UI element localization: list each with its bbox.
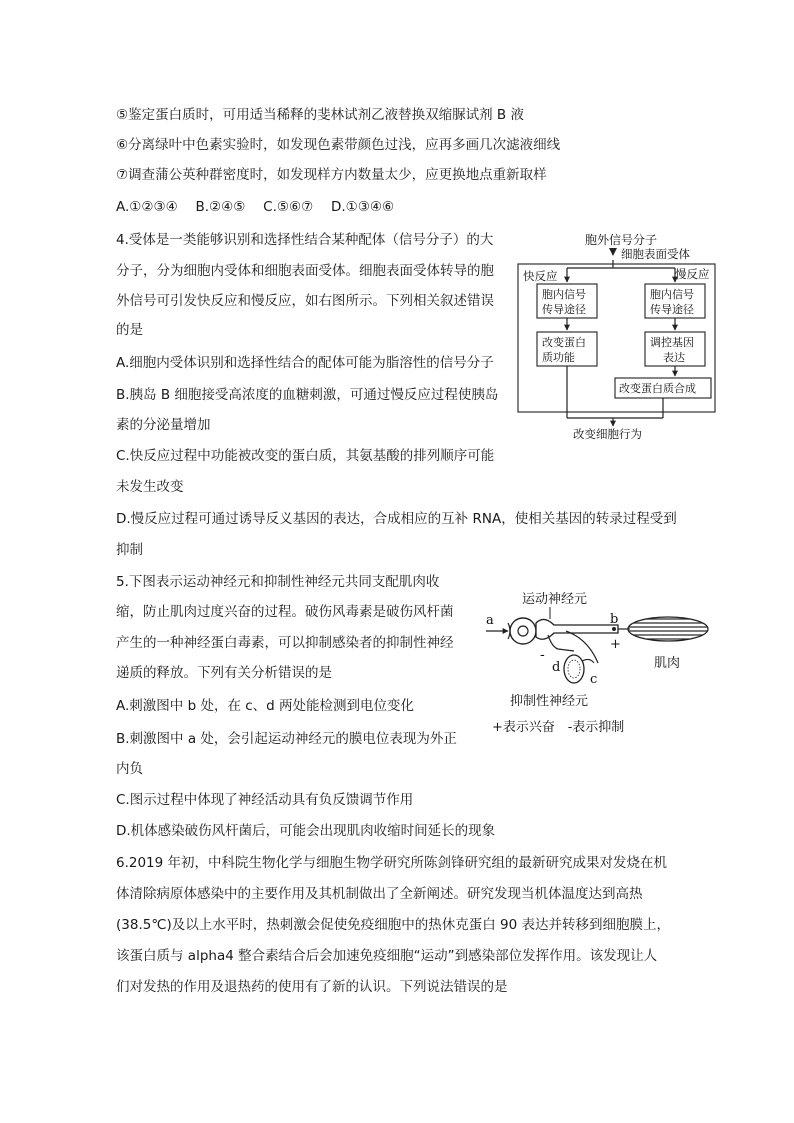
label-b: b	[610, 612, 619, 627]
q4-stem-line-4: 的是	[116, 322, 143, 338]
svg-text:改变蛋白: 改变蛋白	[542, 336, 586, 349]
cell-behavior-label: 改变细胞行为	[573, 427, 642, 441]
q6-line-3: (38.5℃)及以上水平时，热刺激会促使免疫细胞中的热休克蛋白 90 表达并转移到细胞膜上，	[116, 917, 671, 933]
q3-item-7: ⑦调查蒲公英种群密度时，如发现样方内数量太少，应更换地点重新取样	[116, 167, 547, 183]
q6-line-5: 们对发热的作用及退热药的使用有了新的认识。下列说法错误的是	[116, 979, 508, 995]
svg-text:胞内信号: 胞内信号	[650, 288, 694, 301]
svg-text:改变蛋白质合成: 改变蛋白质合成	[619, 382, 696, 395]
q6-line-1: 6.2019 年初，中科院生物化学与细胞生物学研究所陈剑锋研究组的最新研究成果对发烧在机	[116, 855, 668, 871]
svg-text:质功能: 质功能	[542, 351, 575, 364]
q4-option-a: A.细胞内受体识别和选择性结合的配体可能为脂溶性的信号分子	[116, 355, 494, 371]
q4-stem-line-1: 4.受体是一类能够识别和选择性结合某种配体（信号分子）的大	[116, 232, 494, 248]
q3-options: A.①②③④ B.②④⑤ C.⑤⑥⑦ D.①③④⑥	[116, 199, 395, 215]
q4-option-b-line-2: 素的分泌量增加	[116, 417, 211, 433]
q5-stem-line-3: 产生的一种神经蛋白毒素，可以抑制感染者的抑制性神经	[116, 635, 454, 651]
q5-stem-line-4: 递质的释放。下列有关分析错误的是	[116, 665, 332, 681]
slow-response-label: 慢反应	[675, 267, 710, 281]
q4-option-c-line-1: C.快反应过程中功能被改变的蛋白质，其氨基酸的排列顺序可能	[116, 448, 495, 464]
q4-stem-line-3: 外信号可引发快反应和慢反应，如右图所示。下列相关叙述错误	[116, 293, 494, 309]
q4-option-d-line-2: 抑制	[116, 542, 143, 558]
q5-stem-line-2: 缩，防止肌肉过度兴奋的过程。破伤风毒素是破伤风杆菌	[116, 604, 454, 620]
q4-option-d-line-1: D.慢反应过程可通过诱导反义基因的表达，合成相应的互补 RNA，使相关基因的转录过程受到	[116, 511, 677, 527]
svg-text:表达: 表达	[663, 351, 685, 364]
neuron-muscle-diagram	[478, 585, 723, 745]
muscle-label: 肌肉	[654, 656, 681, 671]
muscle-icon	[628, 617, 708, 641]
q5-option-d: D.机体感染破伤风杆菌后，可能会出现肌肉收缩时间延长的现象	[116, 823, 496, 839]
synapse-icon	[510, 618, 536, 644]
inhibitory-neuron-body	[564, 655, 584, 683]
surface-receptor-label: 细胞表面受体	[621, 247, 690, 261]
svg-text:+: +	[610, 637, 621, 652]
inhibitory-neuron-label: 抑制性神经元	[510, 694, 589, 709]
q4-option-c-line-2: 未发生改变	[116, 479, 184, 495]
svg-text:传导途径: 传导途径	[650, 303, 694, 316]
q6-line-2: 体清除病原体感染中的主要作用及其机制做出了全新阐述。研究发现当机体温度达到高热	[116, 886, 643, 902]
motor-neuron-label: 运动神经元	[522, 592, 588, 607]
legend-text: +表示兴奋 -表示抑制	[492, 720, 625, 735]
fast-response-label: 快反应	[523, 269, 558, 283]
svg-text:-: -	[540, 647, 545, 663]
signal-molecule-label: 胞外信号分子	[585, 233, 658, 247]
label-d: d	[552, 660, 561, 675]
label-a: a	[486, 613, 494, 628]
svg-text:调控基因: 调控基因	[650, 336, 694, 349]
q3-item-6: ⑥分离绿叶中色素实验时，如发现色素带颜色过浅，应再多画几次滤液细线	[116, 137, 561, 153]
svg-text:胞内信号: 胞内信号	[542, 288, 586, 301]
q3-item-5: ⑤鉴定蛋白质时，可用适当稀释的斐林试剂乙液替换双缩脲试剂 B 液	[116, 107, 524, 123]
receptor-signaling-diagram	[515, 228, 721, 443]
q4-stem-line-2: 分子，分为细胞内受体和细胞表面受体。细胞表面受体转导的胞	[116, 263, 494, 279]
q5-option-b-line-2: 内负	[116, 761, 143, 777]
svg-text:传导途径: 传导途径	[542, 303, 586, 316]
label-c: c	[590, 672, 598, 687]
signal-arrowhead-icon	[609, 248, 617, 256]
q6-line-4: 该蛋白质与 alpha4 整合素结合后会加速免疫细胞“运动”到感染部位发挥作用。该发现让人	[116, 948, 658, 964]
q5-option-a: A.刺激图中 b 处，在 c、d 两处能检测到电位变化	[116, 698, 415, 714]
q5-option-c: C.图示过程中体现了神经活动具有负反馈调节作用	[116, 792, 414, 808]
q4-option-b-line-1: B.胰岛 B 细胞接受高浓度的血糖刺激，可通过慢反应过程使胰岛	[116, 387, 499, 403]
q5-stem-line-1: 5.下图表示运动神经元和抑制性神经元共同支配肌肉收	[116, 574, 440, 590]
q5-option-b-line-1: B.刺激图中 a 处，会引起运动神经元的膜电位表现为外正	[116, 731, 457, 747]
